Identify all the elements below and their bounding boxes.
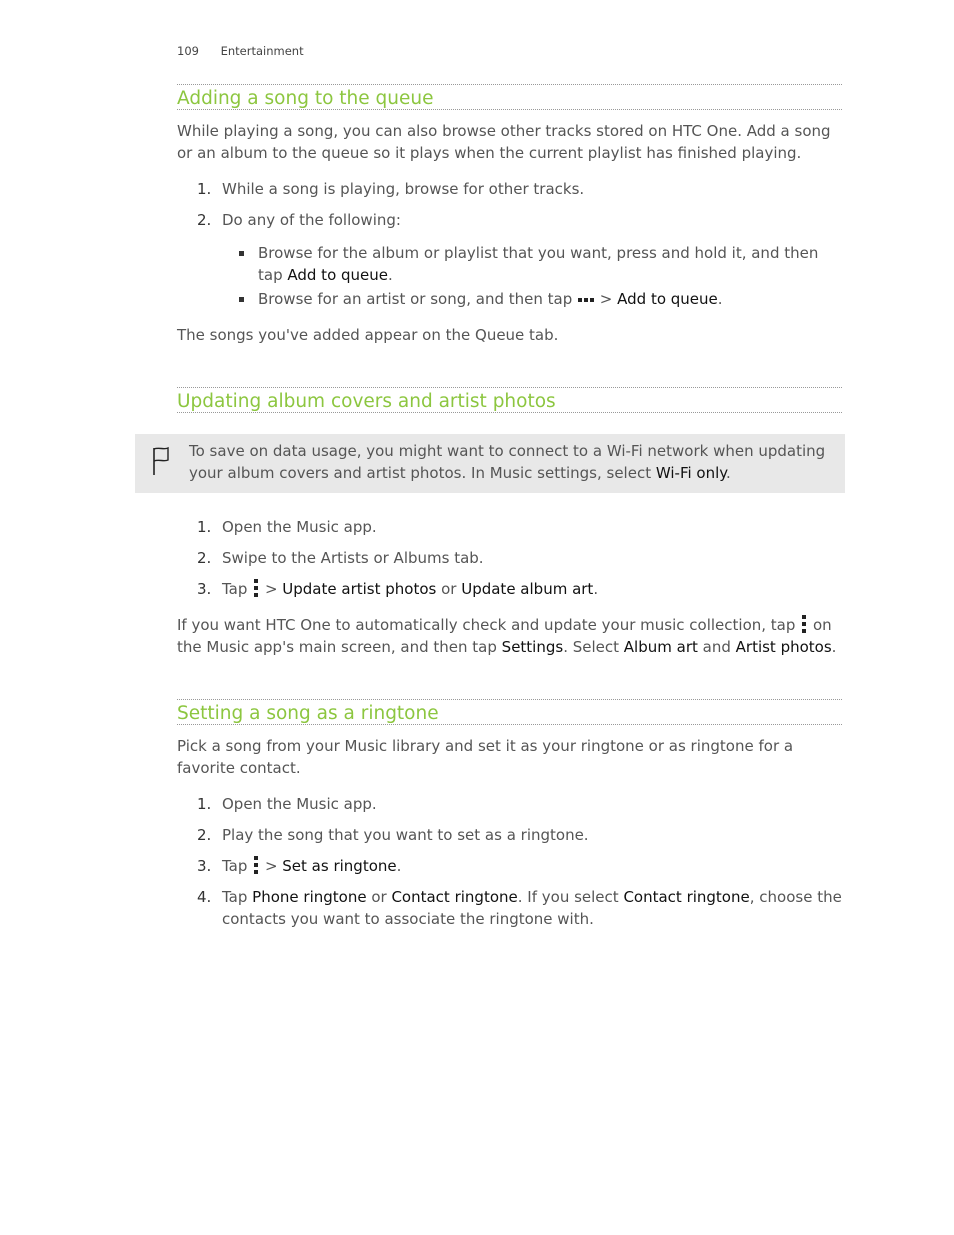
list-item: 3. Tap > Update artist photos or Update album art. <box>197 580 599 598</box>
update-artist-photos-label: Update artist photos <box>282 580 437 598</box>
ringtone-steps <box>177 793 842 930</box>
settings-label: Settings <box>501 638 564 656</box>
phone-ringtone-label: Phone ringtone <box>252 888 367 906</box>
section-title-queue: Adding a song to the queue <box>177 84 842 110</box>
more-vertical-icon <box>252 579 260 597</box>
section-covers <box>177 387 842 413</box>
note-text: To save on data usage, you might want to connect to a Wi-Fi network when updating your album covers and artist photos. In Music settings, select Wi-Fi only. <box>189 442 826 482</box>
covers-steps <box>177 516 842 600</box>
wifi-only-label: Wi-Fi only <box>655 464 727 482</box>
list-item: Browse for an artist or song, and then tap > Add to queue. <box>177 288 842 310</box>
list-item: 3. Tap > Set as ringtone. <box>197 857 402 875</box>
covers-paragraph: If you want HTC One to automatically check and update your music collection, tap on the Music app's main screen, and then tap Settings. Select Album art and Artist photos. <box>177 616 837 656</box>
section-title-covers: Updating album covers and artist photos <box>177 387 842 413</box>
section-title-ringtone: Setting a song as a ringtone <box>177 699 842 725</box>
add-to-queue-label: Add to queue <box>617 290 718 308</box>
list-item: 1. Open the Music app. <box>197 518 377 536</box>
flag-icon <box>149 445 171 477</box>
page-number: 109 <box>177 44 199 58</box>
more-vertical-icon <box>252 856 260 874</box>
more-vertical-icon <box>800 615 808 633</box>
set-as-ringtone-label: Set as ringtone <box>282 857 397 875</box>
queue-outro: The songs you've added appear on the Queue tab. <box>177 326 559 344</box>
album-art-label: Album art <box>623 638 698 656</box>
list-item: Browse for the album or playlist that you want, press and hold it, and then tap Add to queue. <box>177 242 842 286</box>
list-item: 2. Play the song that you want to set as a ringtone. <box>197 826 589 844</box>
section-queue <box>177 84 842 346</box>
more-horizontal-icon <box>577 295 595 305</box>
add-to-queue-label: Add to queue <box>287 266 389 284</box>
contact-ringtone-label: Contact ringtone <box>391 888 518 906</box>
page-header <box>177 44 304 58</box>
contact-ringtone-label: Contact ringtone <box>623 888 750 906</box>
section-ringtone <box>177 699 842 930</box>
list-item: 1. While a song is playing, browse for other tracks. <box>197 180 585 198</box>
artist-photos-label: Artist photos <box>735 638 832 656</box>
chapter-title: Entertainment <box>220 44 304 58</box>
ringtone-intro: Pick a song from your Music library and set it as your ringtone or as ringtone for a favorite contact. <box>177 737 794 777</box>
queue-options <box>177 242 842 310</box>
list-item: 4. Tap Phone ringtone or Contact ringtone. If you select Contact ringtone, choose the contacts you want to associate the ringtone with. <box>197 888 842 928</box>
list-item: 2. Swipe to the Artists or Albums tab. <box>197 549 484 567</box>
note-box <box>135 434 845 493</box>
queue-steps <box>177 178 842 231</box>
list-item: 1. Open the Music app. <box>197 795 377 813</box>
list-item: 2. Do any of the following: <box>197 211 401 229</box>
update-album-art-label: Update album art <box>461 580 594 598</box>
covers-body <box>177 516 842 658</box>
queue-intro: While playing a song, you can also browse other tracks stored on HTC One. Add a song or an album to the queue so it plays when the current playlist has finished playing. <box>177 122 831 162</box>
